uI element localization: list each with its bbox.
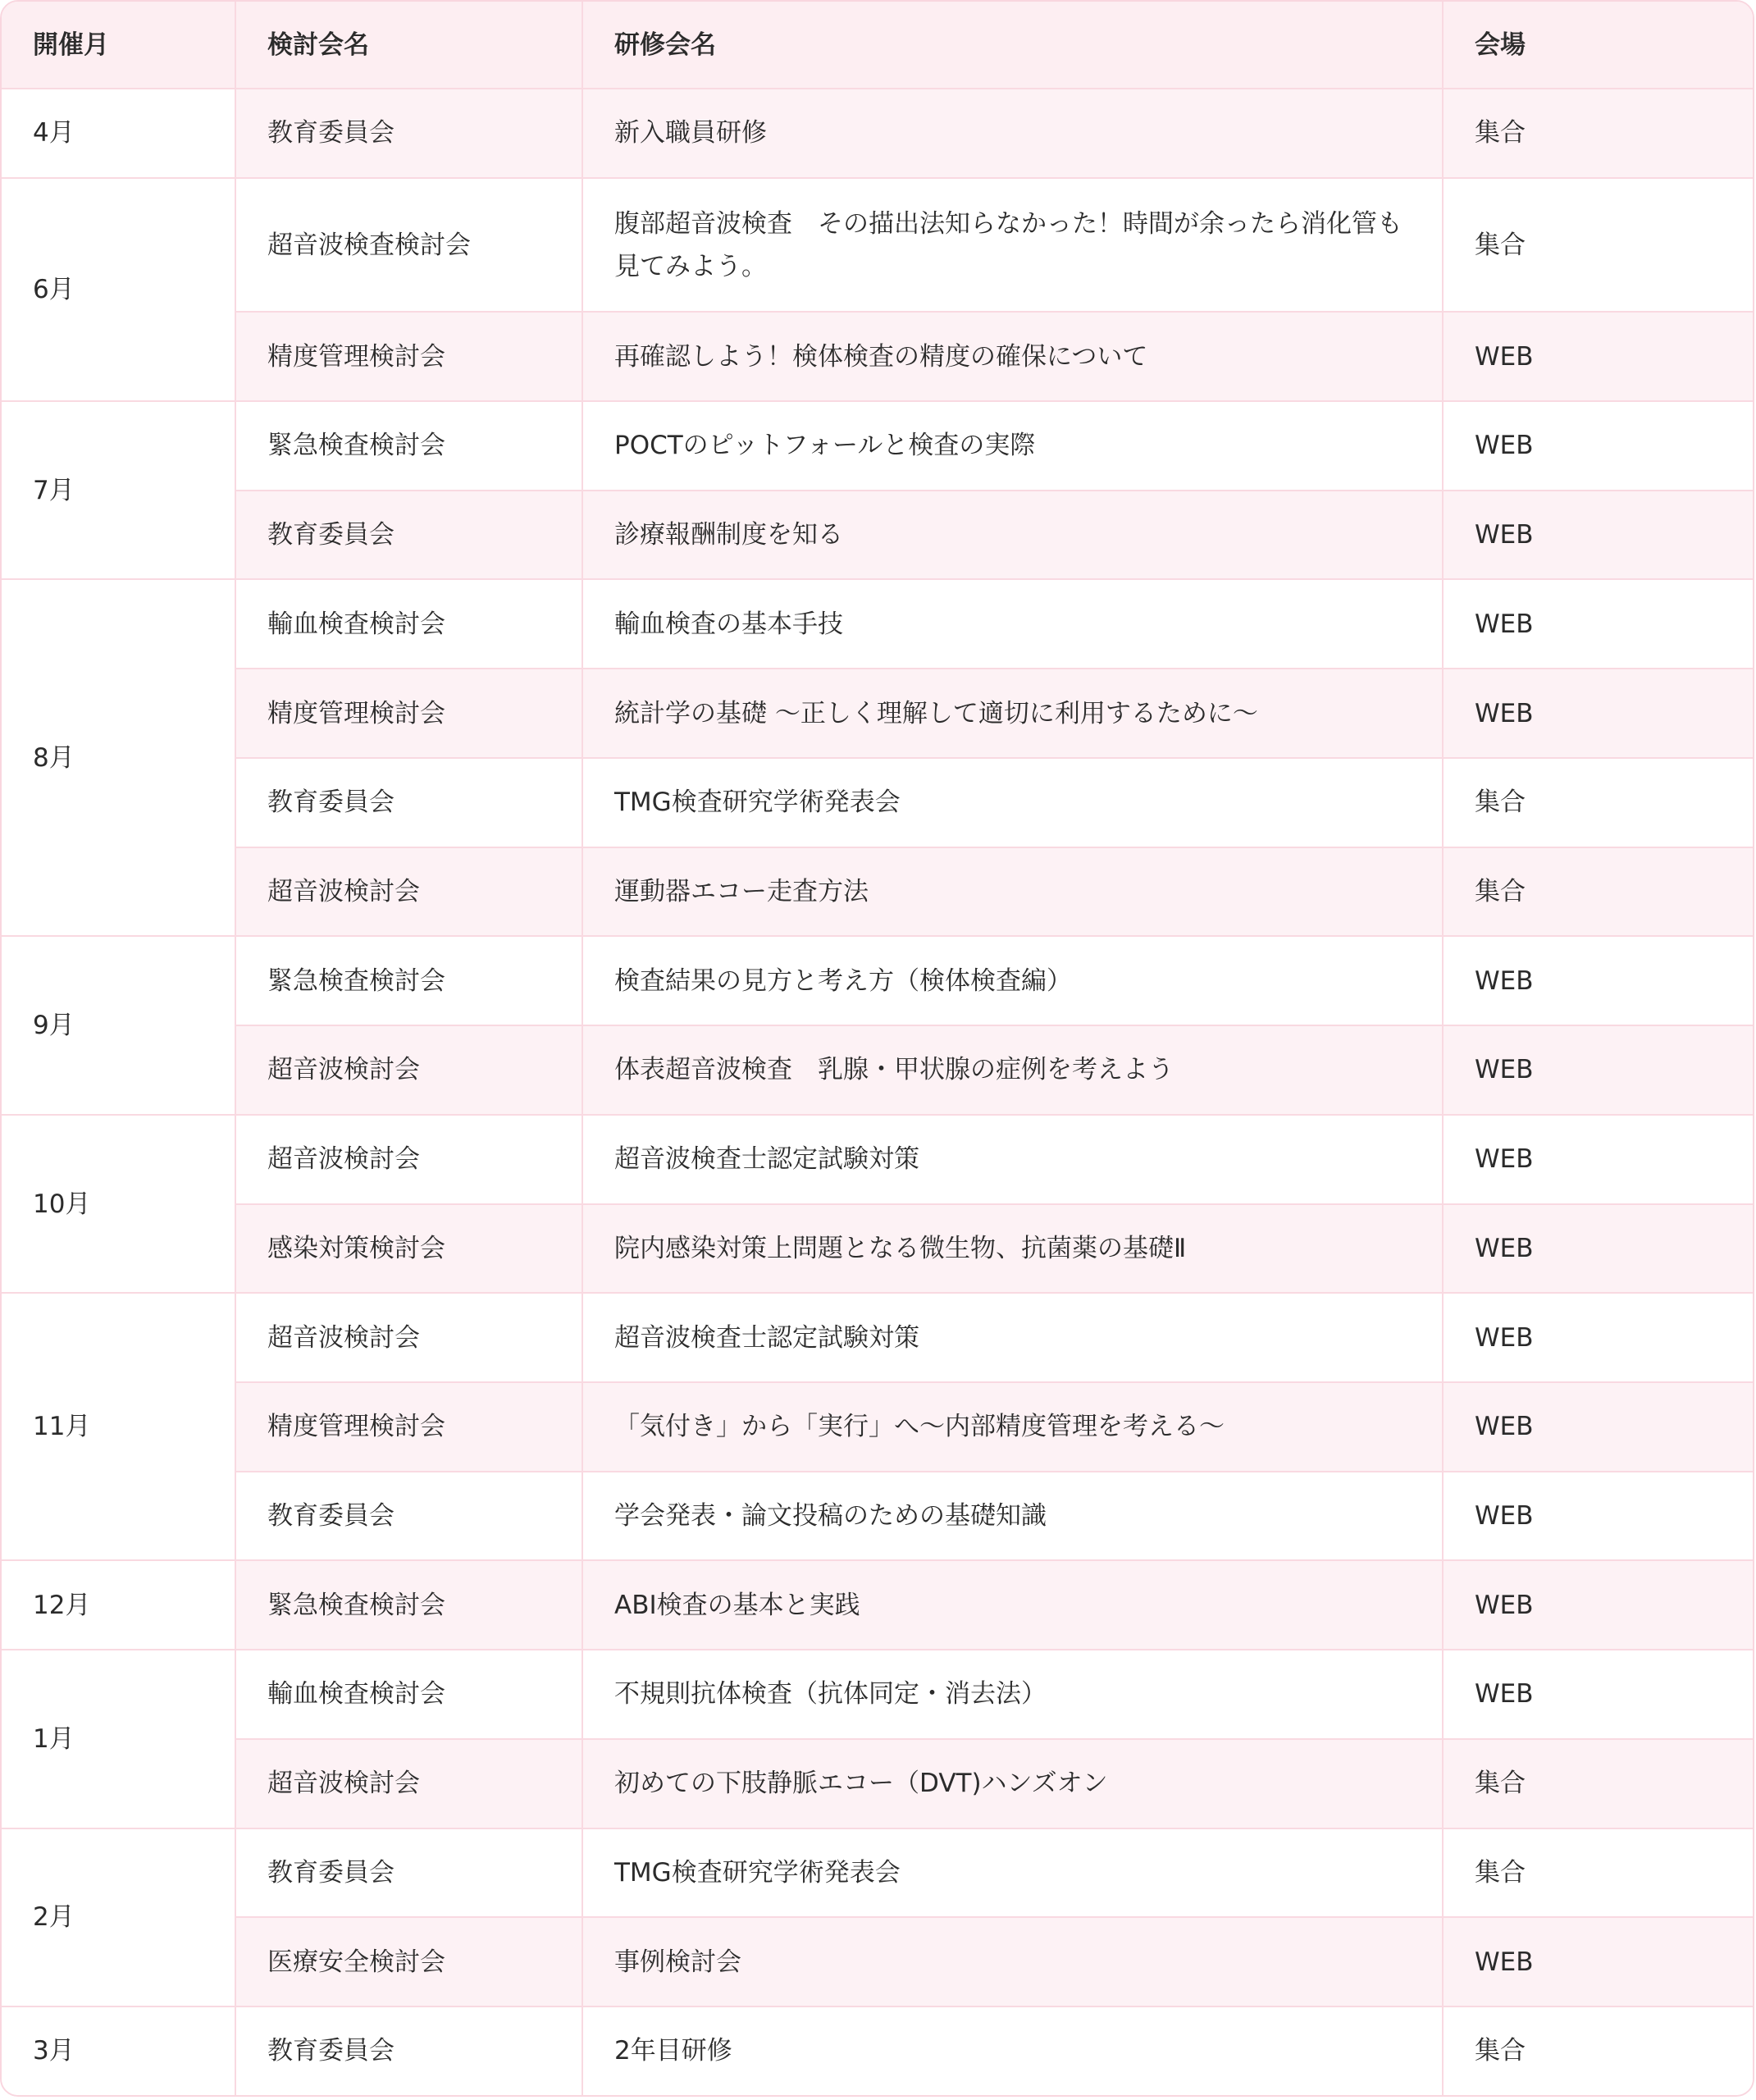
table-row	[2, 1025, 1753, 1115]
committee-cell: 超音波検査検討会	[235, 178, 582, 313]
table-row	[2, 1560, 1753, 1650]
seminar-cell: 再確認しよう！検体検査の精度の確保について	[582, 312, 1443, 401]
venue-cell: WEB	[1443, 579, 1753, 669]
table-row	[2, 1293, 1753, 1382]
header-venue: 会場	[1443, 2, 1753, 89]
seminar-cell: 運動器エコー走査方法	[582, 847, 1443, 937]
committee-cell: 超音波検討会	[235, 1025, 582, 1115]
table-row	[2, 89, 1753, 178]
committee-cell: 超音波検討会	[235, 1293, 582, 1382]
venue-cell: 集合	[1443, 89, 1753, 178]
committee-cell: 超音波検討会	[235, 1739, 582, 1828]
table-header	[2, 2, 1753, 89]
seminar-cell: 事例検討会	[582, 1917, 1443, 2006]
table-row	[2, 401, 1753, 491]
table-row	[2, 1917, 1753, 2006]
month-cell: 9月	[2, 936, 235, 1114]
venue-cell: WEB	[1443, 1204, 1753, 1294]
table-row	[2, 1115, 1753, 1204]
seminar-cell: 検査結果の見方と考え方（検体検査編）	[582, 936, 1443, 1025]
month-cell: 11月	[2, 1293, 235, 1560]
seminar-cell: 新入職員研修	[582, 89, 1443, 178]
month-cell: 7月	[2, 401, 235, 579]
venue-cell: WEB	[1443, 1293, 1753, 1382]
seminar-cell: 2年目研修	[582, 2006, 1443, 2095]
seminar-cell: 統計学の基礎 〜正しく理解して適切に利用するために〜	[582, 669, 1443, 758]
venue-cell: WEB	[1443, 1560, 1753, 1650]
month-cell: 1月	[2, 1650, 235, 1828]
header-seminar: 研修会名	[582, 2, 1443, 89]
table-row	[2, 312, 1753, 401]
committee-cell: 精度管理検討会	[235, 312, 582, 401]
venue-cell: WEB	[1443, 401, 1753, 491]
seminar-cell: 体表超音波検査 乳腺・甲状腺の症例を考えよう	[582, 1025, 1443, 1115]
table-row	[2, 936, 1753, 1025]
venue-cell: 集合	[1443, 2006, 1753, 2095]
committee-cell: 教育委員会	[235, 758, 582, 847]
committee-cell: 緊急検査検討会	[235, 936, 582, 1025]
seminar-cell: POCTのピットフォールと検査の実際	[582, 401, 1443, 491]
venue-cell: 集合	[1443, 1828, 1753, 1918]
seminar-cell: 院内感染対策上問題となる微生物、抗菌薬の基礎Ⅱ	[582, 1204, 1443, 1294]
table-row	[2, 1828, 1753, 1918]
table-row	[2, 669, 1753, 758]
table-row	[2, 1382, 1753, 1472]
seminar-cell: 「気付き」から「実行」へ〜内部精度管理を考える〜	[582, 1382, 1443, 1472]
month-cell: 3月	[2, 2006, 235, 2095]
committee-cell: 感染対策検討会	[235, 1204, 582, 1294]
seminar-cell: 不規則抗体検査（抗体同定・消去法）	[582, 1650, 1443, 1739]
committee-cell: 緊急検査検討会	[235, 401, 582, 491]
header-row	[2, 2, 1753, 89]
month-cell: 10月	[2, 1115, 235, 1293]
table-row	[2, 847, 1753, 937]
venue-cell: WEB	[1443, 491, 1753, 580]
training-schedule-table	[2, 2, 1753, 2095]
venue-cell: WEB	[1443, 669, 1753, 758]
seminar-cell: 学会発表・論文投稿のための基礎知識	[582, 1472, 1443, 1561]
venue-cell: WEB	[1443, 1650, 1753, 1739]
seminar-cell: TMG検査研究学術発表会	[582, 1828, 1443, 1918]
venue-cell: WEB	[1443, 1472, 1753, 1561]
committee-cell: 教育委員会	[235, 491, 582, 580]
committee-cell: 緊急検査検討会	[235, 1560, 582, 1650]
committee-cell: 教育委員会	[235, 1472, 582, 1561]
seminar-cell: 初めての下肢静脈エコー（DVT)ハンズオン	[582, 1739, 1443, 1828]
month-cell: 6月	[2, 178, 235, 401]
venue-cell: 集合	[1443, 1739, 1753, 1828]
seminar-cell: 超音波検査士認定試験対策	[582, 1115, 1443, 1204]
header-committee: 検討会名	[235, 2, 582, 89]
table-row	[2, 491, 1753, 580]
month-cell: 4月	[2, 89, 235, 178]
month-cell: 2月	[2, 1828, 235, 2006]
venue-cell: WEB	[1443, 1382, 1753, 1472]
table-body	[2, 89, 1753, 2095]
venue-cell: 集合	[1443, 847, 1753, 937]
venue-cell: WEB	[1443, 936, 1753, 1025]
committee-cell: 超音波検討会	[235, 847, 582, 937]
committee-cell: 精度管理検討会	[235, 669, 582, 758]
table-row	[2, 1472, 1753, 1561]
table-row	[2, 758, 1753, 847]
venue-cell: WEB	[1443, 1025, 1753, 1115]
table-row	[2, 579, 1753, 669]
month-cell: 12月	[2, 1560, 235, 1650]
seminar-cell: 超音波検査士認定試験対策	[582, 1293, 1443, 1382]
table-row	[2, 1739, 1753, 1828]
committee-cell: 超音波検討会	[235, 1115, 582, 1204]
venue-cell: WEB	[1443, 1917, 1753, 2006]
table-row	[2, 1650, 1753, 1739]
committee-cell: 輸血検査検討会	[235, 579, 582, 669]
seminar-cell: TMG検査研究学術発表会	[582, 758, 1443, 847]
header-month: 開催月	[2, 2, 235, 89]
committee-cell: 教育委員会	[235, 1828, 582, 1918]
venue-cell: 集合	[1443, 178, 1753, 313]
seminar-cell: 腹部超音波検査 その描出法知らなかった！時間が余ったら消化管も見てみよう。	[582, 178, 1443, 313]
table-row	[2, 178, 1753, 313]
venue-cell: WEB	[1443, 1115, 1753, 1204]
table-row	[2, 2006, 1753, 2095]
committee-cell: 教育委員会	[235, 89, 582, 178]
committee-cell: 精度管理検討会	[235, 1382, 582, 1472]
committee-cell: 医療安全検討会	[235, 1917, 582, 2006]
committee-cell: 輸血検査検討会	[235, 1650, 582, 1739]
seminar-cell: 輸血検査の基本手技	[582, 579, 1443, 669]
venue-cell: 集合	[1443, 758, 1753, 847]
table-row	[2, 1204, 1753, 1294]
venue-cell: WEB	[1443, 312, 1753, 401]
committee-cell: 教育委員会	[235, 2006, 582, 2095]
seminar-cell: ABI検査の基本と実践	[582, 1560, 1443, 1650]
seminar-cell: 診療報酬制度を知る	[582, 491, 1443, 580]
month-cell: 8月	[2, 579, 235, 936]
